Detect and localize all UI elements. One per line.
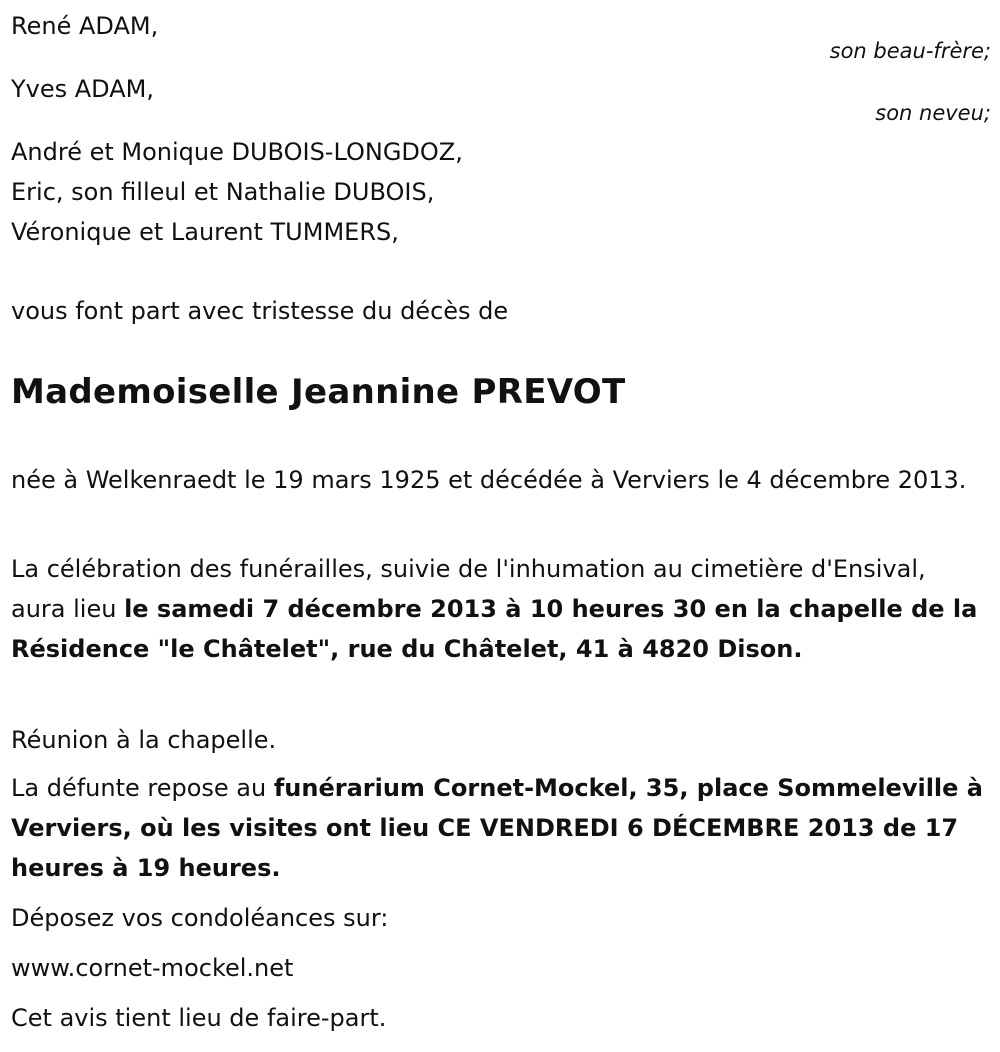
family-member-tummers: Véronique et Laurent TUMMERS, <box>11 218 399 246</box>
condolences-label: Déposez vos condoléances sur: <box>11 904 389 932</box>
relation-nephew: son neveu; <box>875 101 991 125</box>
birth-death-paragraph: née à Welkenraedt le 19 mars 1925 et décédée à Verviers le 4 décembre 2013. <box>11 466 967 494</box>
visitation-paragraph <box>11 768 986 888</box>
gathering-text: Réunion à la chapelle. <box>11 726 277 754</box>
relation-brother-in-law: son beau-frère; <box>829 39 991 63</box>
visitation-intro: La défunte repose au <box>11 774 274 802</box>
family-member-yves-adam: Yves ADAM, <box>11 75 154 103</box>
website-link[interactable]: www.cornet-mockel.net <box>11 954 294 982</box>
family-member-rene-adam: René ADAM, <box>11 12 159 40</box>
obituary-notice <box>11 0 991 1052</box>
deceased-name: Mademoiselle Jeannine PREVOT <box>11 372 626 412</box>
visitation-details: funérarium Cornet-Mockel, 35, place Sommeleville à Verviers, où les visites ont lieu CE VENDREDI 6 DÉCEMBRE 2013 de 17 heures à 19 heures. <box>11 774 983 882</box>
announcement-text: vous font part avec tristesse du décès de <box>11 297 509 325</box>
closing-text: Cet avis tient lieu de faire-part. <box>11 1004 387 1032</box>
ceremony-paragraph <box>11 549 986 669</box>
ceremony-intro: La célébration des funérailles, suivie de l'inhumation au cimetière d'Ensival, aura lieu <box>11 555 926 623</box>
family-member-dubois-longdoz: André et Monique DUBOIS-LONGDOZ, <box>11 138 463 166</box>
family-member-eric-dubois: Eric, son filleul et Nathalie DUBOIS, <box>11 178 435 206</box>
ceremony-details: le samedi 7 décembre 2013 à 10 heures 30 en la chapelle de la Résidence "le Châtelet", rue du Châtelet, 41 à 4820 Dison. <box>11 595 978 663</box>
